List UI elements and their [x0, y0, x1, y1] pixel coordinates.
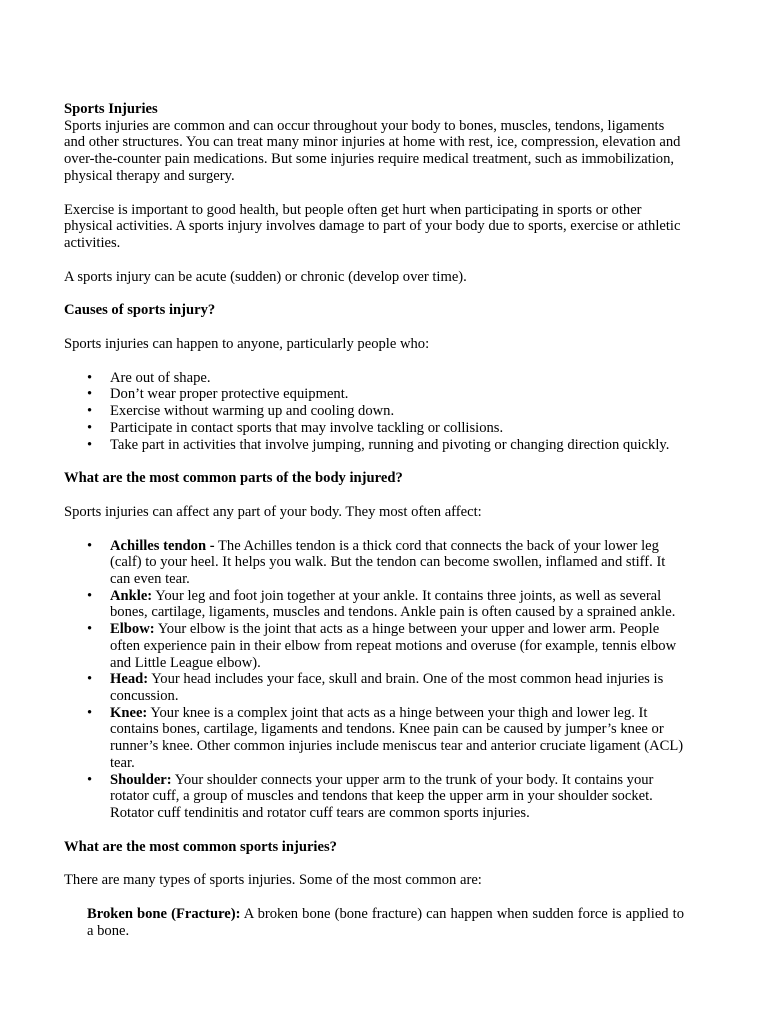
list-item-knee: [110, 705, 684, 772]
intro-paragraph-2: Exercise is important to good health, but people often get hurt when participating in sports or other physical activities. A sports injury involves damage to part of your body due to sports, exercise or athletic activities.: [64, 201, 681, 251]
causes-list: [64, 370, 684, 454]
causes-lead: Sports injuries can happen to anyone, particularly people who:: [64, 336, 430, 353]
list-item: • Are out of shape.: [110, 370, 684, 387]
causes-heading: Causes of sports injury?: [64, 302, 216, 319]
term: Elbow:: [110, 621, 155, 638]
term: Knee:: [110, 704, 148, 721]
intro-paragraph-3: A sports injury can be acute (sudden) or chronic (develop over time).: [64, 268, 467, 285]
list-item-ankle: [110, 588, 684, 621]
common-injuries-heading: What are the most common sports injuries?: [64, 838, 337, 855]
list-item-head: [110, 671, 684, 704]
body-parts-lead: Sports injuries can affect any part of your body. They most often affect:: [64, 503, 482, 520]
list-item-shoulder: [110, 772, 684, 822]
term: Broken bone (Fracture):: [87, 906, 241, 923]
description: Your shoulder connects your upper arm to the trunk of your body. It contains your rotator cuff, a group of muscles and tendons that keep the upper arm in your shoulder socket. Rotator cuff tendinitis and rotator cuff tears are common sports injuries.: [110, 771, 654, 821]
term: Shoulder:: [110, 771, 172, 788]
list-item: • Exercise without warming up and cooling down.: [110, 403, 684, 420]
description: Your leg and foot join together at your ankle. It contains three joints, as well as several bones, cartilage, ligaments, muscles and tendons. Ankle pain is often caused by a sprained ankle.: [110, 587, 676, 621]
document-title: Sports Injuries: [64, 101, 158, 117]
list-item: • Don’t wear proper protective equipment.: [110, 386, 684, 403]
term: Ankle:: [110, 587, 153, 604]
term: Head:: [110, 671, 149, 688]
description: A broken bone (bone fracture) can happen when sudden force is applied to a bone.: [87, 906, 685, 939]
list-item: • Take part in activities that involve jumping, running and pivoting or changing direction quickly.: [110, 437, 684, 454]
term: Achilles tendon -: [110, 537, 215, 554]
list-item: • Participate in contact sports that may involve tackling or collisions.: [110, 420, 684, 437]
body-parts-heading: What are the most common parts of the body injured?: [64, 470, 403, 487]
body-parts-list: [64, 538, 684, 822]
description: Your head includes your face, skull and brain. One of the most common head injuries is concussion.: [110, 671, 664, 704]
description: Your elbow is the joint that acts as a hinge between your upper and lower arm. People often experience pain in their elbow from repeat motions and overuse (for example, tennis elbow and Little League elbow).: [110, 621, 677, 671]
common-injuries-lead: There are many types of sports injuries. Some of the most common are:: [64, 872, 482, 889]
fracture-paragraph: [87, 906, 684, 939]
document-body: [64, 101, 684, 939]
list-item-achilles: [110, 538, 684, 588]
list-item-elbow: [110, 621, 684, 671]
description: The Achilles tendon is a thick cord that connects the back of your lower leg (calf) to your heel. It helps you walk. But the tendon can become swollen, inflamed and stiff. It can even tear.: [110, 537, 666, 588]
intro-paragraph-1: Sports injuries are common and can occur throughout your body to bones, muscles, tendons, ligaments and other structures. You can treat many minor injuries at home with rest, ice, compression, elevation and over-the-counter pain medications. But some injuries require medical treatment, such as immobilization, physical therapy and surgery.: [64, 117, 681, 184]
description: Your knee is a complex joint that acts as a hinge between your thigh and lower leg. It contains bones, cartilage, ligaments and tendons. Knee pain can be caused by jumper’s knee or runner’s knee. Other common injuries include meniscus tear and anterior cruciate ligament (ACL) tear.: [110, 704, 684, 771]
